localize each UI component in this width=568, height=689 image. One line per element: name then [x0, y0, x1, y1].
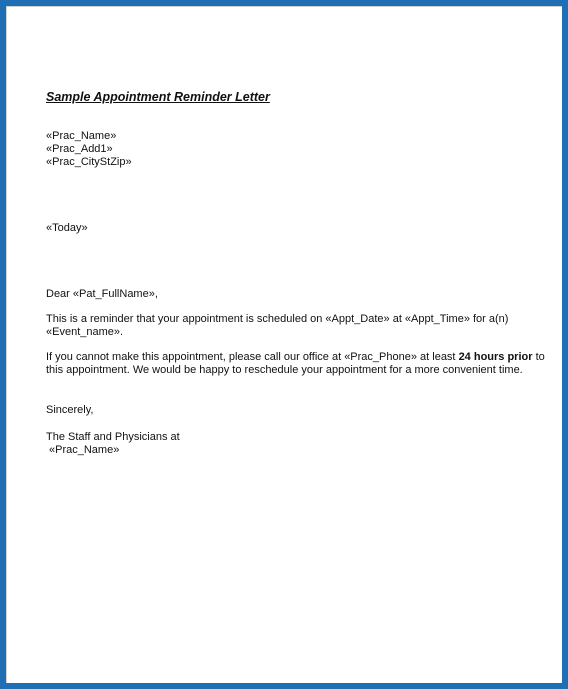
- reminder-paragraph: [46, 313, 508, 339]
- letter-title: Sample Appointment Reminder Letter: [46, 90, 270, 104]
- today-date-field: «Today»: [46, 222, 88, 234]
- practice-name-field: «Prac_Name»: [46, 130, 117, 142]
- reminder-paragraph-line-1: This is a reminder that your appointment is scheduled on «Appt_Date» at «Appt_Time» for a(n): [46, 313, 509, 325]
- reschedule-text-before: If you cannot make this appointment, please call our office at «Prac_Phone» at least: [46, 351, 459, 363]
- document-page: [6, 6, 562, 683]
- reschedule-paragraph: [46, 351, 545, 377]
- notice-period-emphasis: 24 hours prior: [458, 351, 533, 363]
- practice-address-field: «Prac_Add1»: [46, 143, 113, 155]
- reminder-paragraph-line-2: «Event_name».: [46, 326, 124, 338]
- signature-practice-name: «Prac_Name»: [49, 444, 120, 456]
- practice-city-field: «Prac_CityStZip»: [46, 156, 132, 168]
- signature-block: [46, 431, 180, 457]
- signature-line-1: The Staff and Physicians at: [46, 431, 180, 443]
- closing: Sincerely,: [46, 404, 94, 416]
- reschedule-paragraph-line-1: [46, 351, 545, 364]
- reschedule-paragraph-line-2: this appointment. We would be happy to reschedule your appointment for a more convenient time.: [46, 364, 523, 376]
- reschedule-text-after: to: [532, 351, 545, 363]
- practice-address-block: [46, 130, 132, 169]
- salutation: Dear «Pat_FullName»,: [46, 288, 158, 300]
